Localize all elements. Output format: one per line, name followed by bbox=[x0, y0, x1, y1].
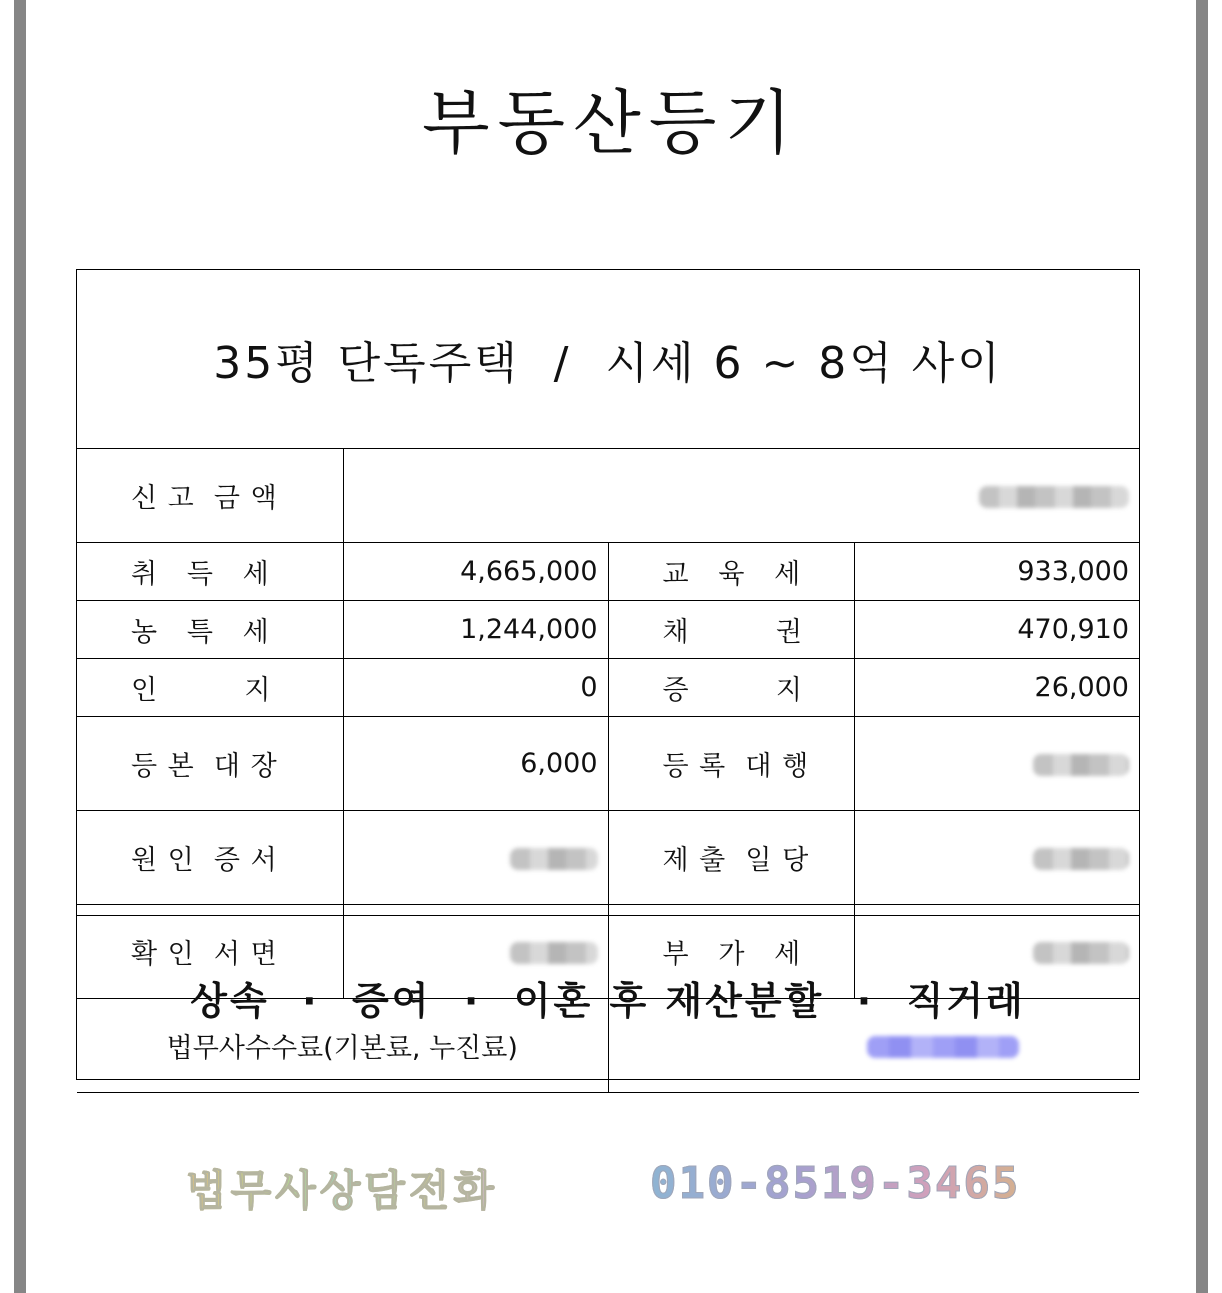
row-label: 교 육 세 bbox=[608, 543, 854, 601]
row-label: 채 권 bbox=[608, 601, 854, 659]
row-label: 제 출 일 당 bbox=[608, 811, 854, 905]
table-row bbox=[77, 543, 1139, 601]
row-value: 933,000 bbox=[854, 543, 1139, 601]
contact-line bbox=[0, 1158, 1222, 1218]
property-heading-text: 35평 단독주택 / 시세 6 ~ 8억 사이 bbox=[213, 338, 1003, 389]
table-row bbox=[77, 659, 1139, 717]
row-value: 4,665,000 bbox=[343, 543, 608, 601]
redacted-value bbox=[1033, 754, 1129, 776]
redacted-value bbox=[979, 486, 1129, 508]
row-label: 증 지 bbox=[608, 659, 854, 717]
row-label: 확 인 서 면 bbox=[77, 905, 343, 999]
services-banner bbox=[77, 915, 1139, 1079]
row-value: 26,000 bbox=[854, 659, 1139, 717]
row-label: 취 득 세 bbox=[77, 543, 343, 601]
contact-label: 법무사상담전화 bbox=[186, 1158, 498, 1218]
page-border-right bbox=[1196, 0, 1208, 1293]
row-label: 등 록 대 행 bbox=[608, 717, 854, 811]
table-row bbox=[77, 717, 1139, 811]
row-value-redacted bbox=[343, 811, 608, 905]
row-label: 원 인 증 서 bbox=[77, 811, 343, 905]
fee-label: 법무사수수료(기본료, 누진료) bbox=[77, 999, 608, 1093]
reported-amount-value bbox=[343, 449, 1139, 543]
fee-sheet bbox=[76, 269, 1140, 1080]
redacted-value bbox=[510, 848, 598, 870]
contact-phone[interactable]: 010-8519-3465 bbox=[650, 1158, 1021, 1209]
row-value-redacted bbox=[854, 811, 1139, 905]
row-value: 6,000 bbox=[343, 717, 608, 811]
page-border-left bbox=[14, 0, 26, 1293]
row-label: 인 지 bbox=[77, 659, 343, 717]
table-row bbox=[77, 811, 1139, 905]
table-row bbox=[77, 601, 1139, 659]
redacted-value bbox=[1033, 848, 1129, 870]
row-value: 470,910 bbox=[854, 601, 1139, 659]
table-row bbox=[77, 449, 1139, 543]
services-text: 상속 · 증여 · 이혼 후 재산분할 · 직거래 bbox=[190, 979, 1026, 1023]
row-label: 신 고 금 액 bbox=[77, 449, 343, 543]
row-label: 등 본 대 장 bbox=[77, 717, 343, 811]
row-value-redacted bbox=[854, 717, 1139, 811]
row-label: 부 가 세 bbox=[608, 905, 854, 999]
page-title: 부동산등기 bbox=[421, 82, 801, 164]
row-value: 0 bbox=[343, 659, 608, 717]
row-value: 1,244,000 bbox=[343, 601, 608, 659]
row-label: 농 특 세 bbox=[77, 601, 343, 659]
property-heading bbox=[77, 270, 1139, 449]
